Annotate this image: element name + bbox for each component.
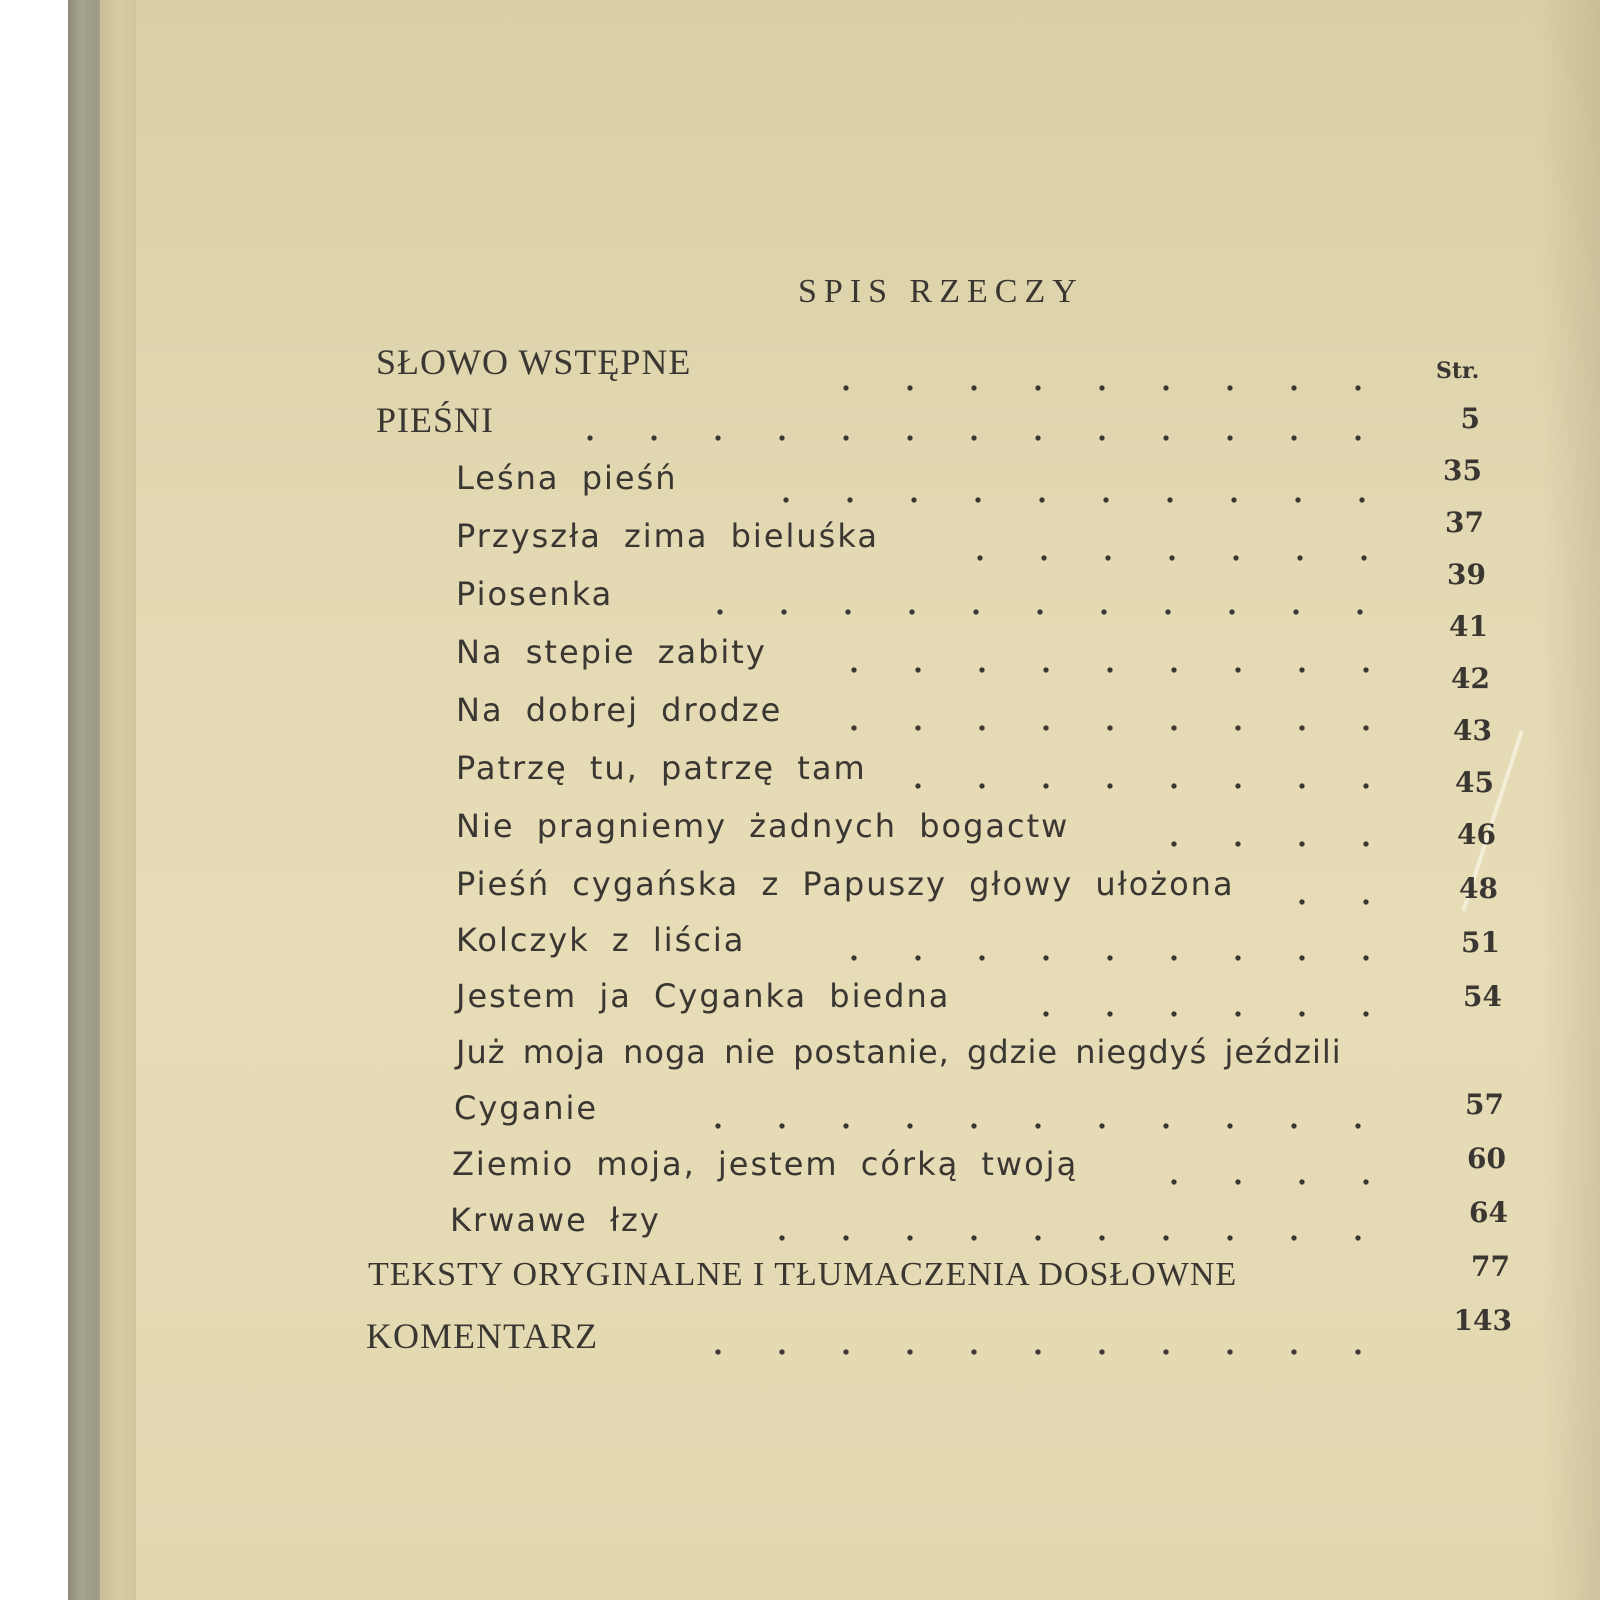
toc-entry-text: Na stepie zabity (456, 633, 767, 671)
toc-entry-page: 77 (1471, 1250, 1510, 1283)
toc-entry-page: 48 (1459, 872, 1498, 905)
toc-entry-text: Piosenka (456, 575, 614, 613)
toc-entry-page: 64 (1469, 1196, 1508, 1229)
page-column-label: Str. (1436, 358, 1480, 384)
toc-entry-page: 46 (1457, 818, 1496, 851)
toc-entry-text: Ziemio moja, jestem córką twoją (452, 1145, 1079, 1183)
toc-entry-text: PIEŚNI (376, 400, 495, 440)
toc-title: SPIS RZECZY (798, 273, 1084, 310)
toc-entry-page: 42 (1451, 662, 1490, 695)
dot-leader (822, 664, 1384, 676)
toc-entry-text: Cyganie (454, 1089, 599, 1127)
page-gutter-shade (1540, 0, 1600, 1600)
dot-leader (1270, 896, 1384, 908)
toc-entry-text: Kolczyk z liścia (456, 921, 746, 959)
dot-leader (688, 606, 1384, 618)
book-page (136, 0, 1600, 1600)
dot-leader (814, 382, 1384, 394)
dot-leader (1142, 1176, 1384, 1188)
toc-entry-page: 45 (1455, 766, 1494, 799)
toc-entry-page: 41 (1449, 610, 1488, 643)
toc-entry-page: 35 (1443, 454, 1482, 487)
toc-entry-page: 5 (1460, 402, 1480, 435)
toc-entry-text: KOMENTARZ (366, 1316, 599, 1356)
toc-entry-text: TEKSTY ORYGINALNE I TŁUMACZENIA DOSŁOWNE (368, 1256, 1238, 1293)
toc-entry-page: 54 (1463, 980, 1502, 1013)
toc-entry-text: Przyszła zima bieluśka (456, 517, 879, 555)
dot-leader (822, 722, 1384, 734)
toc-entry-page: 60 (1467, 1142, 1506, 1175)
dot-leader (750, 1232, 1384, 1244)
dot-leader (754, 494, 1384, 506)
dot-leader (686, 1346, 1384, 1358)
toc-entry-page: 43 (1453, 714, 1492, 747)
dot-leader (886, 780, 1384, 792)
toc-entry-text: Krwawe łzy (450, 1201, 661, 1239)
dot-leader (1142, 838, 1384, 850)
toc-entry-page: 37 (1445, 506, 1484, 539)
dot-leader (822, 952, 1384, 964)
toc-entry-page: 57 (1465, 1088, 1504, 1121)
dot-leader (686, 1120, 1384, 1132)
toc-entry-page: 143 (1453, 1304, 1512, 1337)
dot-leader (558, 432, 1384, 444)
toc-entry-page: 39 (1447, 558, 1486, 591)
page-block-edge (100, 0, 141, 1600)
toc-entry-text: Jestem ja Cyganka biedna (456, 977, 951, 1015)
toc-entry-text: Pieśń cygańska z Papuszy głowy ułożona (456, 865, 1235, 903)
toc-entry-text: Patrzę tu, patrzę tam (456, 749, 867, 787)
dot-leader (1014, 1008, 1384, 1020)
toc-entry-text: Leśna pieśń (456, 459, 678, 497)
toc-entry-text: SŁOWO WSTĘPNE (376, 342, 692, 382)
toc-entry-text: Już moja noga nie postanie, gdzie niegdyś jeździli (456, 1033, 1342, 1071)
dot-leader (948, 552, 1384, 564)
toc-entry-text: Na dobrej drodze (456, 691, 783, 729)
toc-entry-text: Nie pragniemy żadnych bogactw (456, 807, 1070, 845)
toc-entry-page: 51 (1461, 926, 1500, 959)
